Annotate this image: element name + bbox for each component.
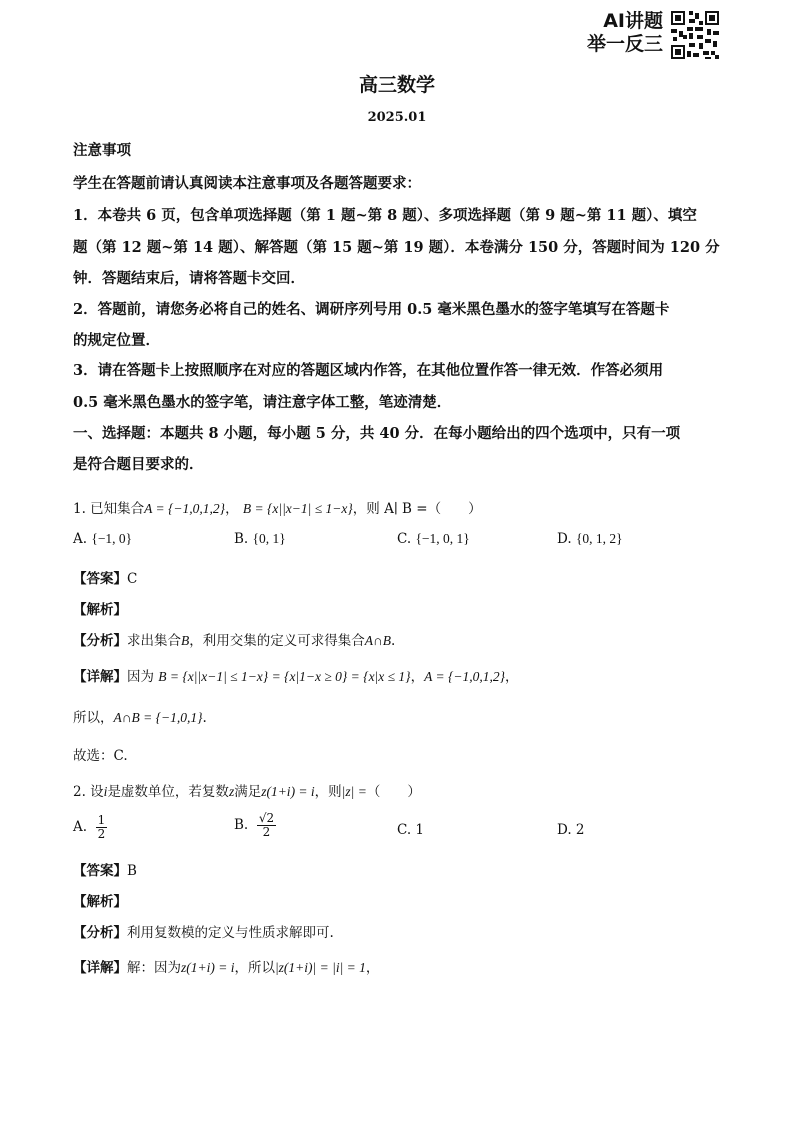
q2-detail-eq-1: z(1+i) = i bbox=[181, 960, 235, 975]
q1-stem bbox=[73, 497, 482, 517]
notice-1-line-3: 钟．答题结束后，请将答题卡交回． bbox=[73, 270, 305, 287]
logo-line-2: 举一反三 bbox=[586, 33, 663, 55]
q2-answer-value: B bbox=[127, 863, 137, 879]
q1-option-c-value: {−1, 0, 1} bbox=[415, 531, 470, 546]
q1-fenxi bbox=[73, 629, 395, 649]
q1-answer-value: C bbox=[127, 571, 138, 587]
q2-option-a bbox=[73, 814, 107, 841]
q2-fenxi-text: 利用复数模的定义与性质求解即可. bbox=[127, 925, 334, 941]
notice-1-line-2: 题（第 12 题~第 14 题）、解答题（第 15 题~第 19 题）．本卷满分 150 分，答题时间为 120 分 bbox=[73, 239, 720, 256]
q2-stem-mid-2: 满足 bbox=[234, 784, 262, 800]
q1-option-a bbox=[73, 531, 132, 547]
q2-stem bbox=[73, 780, 421, 800]
q1-detail-math-2: A = {−1,0,1,2} bbox=[424, 669, 505, 684]
q1-answer bbox=[73, 567, 137, 587]
q1-detail-end: ， bbox=[504, 669, 519, 685]
q1-fenxi-text-2: ，利用交集的定义可求得集合 bbox=[189, 633, 365, 649]
logo-line-1: AI讲题 bbox=[603, 10, 663, 32]
q1-choose: 故选：C. bbox=[73, 748, 128, 764]
q1-option-d bbox=[557, 531, 623, 547]
notice-1-line-1: 1．本卷共 6 页，包含单项选择题（第 1 题~第 8 题）、多项选择题（第 9 题~第 11 题）、填空 bbox=[73, 207, 697, 224]
q1-detail-math: B = {x||x−1| ≤ 1−x} = {x|1−x ≥ 0} = {x|x ≤ 1} bbox=[158, 669, 411, 684]
q2-detail-tag: 【详解】 bbox=[73, 960, 127, 976]
q1-so-end: . bbox=[202, 710, 207, 726]
q2-option-a-num: 1 bbox=[97, 813, 106, 827]
q2-option-a-den: 2 bbox=[97, 827, 106, 841]
q2-option-a-label: A. bbox=[73, 819, 88, 835]
notice-2-line-2: 的规定位置． bbox=[73, 332, 160, 349]
notice-2-line-1: 2．答题前，请您务必将自己的姓名、调研序列号用 0.5 毫米黑色墨水的签字笔填写在答题卡 bbox=[73, 301, 670, 318]
q2-detail-text-1: 解：因为 bbox=[127, 960, 181, 976]
notice-3-line-2: 0.5 毫米黑色墨水的签字笔，请注意字体工整，笔迹清楚． bbox=[73, 394, 452, 411]
q2-stem-mid-3: ，则 bbox=[314, 784, 342, 800]
q1-option-a-value: {−1, 0} bbox=[91, 531, 133, 546]
q1-fenxi-ab: A∩B bbox=[364, 633, 391, 648]
q1-option-a-label: A. bbox=[73, 531, 88, 547]
q2-option-b-label: B. bbox=[234, 817, 249, 833]
q1-analysis-tag: 【解析】 bbox=[73, 602, 127, 618]
q1-fenxi-b: B bbox=[181, 633, 190, 648]
q2-detail-eq-2: |z(1+i)| = |i| = 1 bbox=[274, 960, 366, 975]
q1-option-b bbox=[234, 531, 286, 547]
q1-detail-tag: 【详解】 bbox=[73, 669, 127, 685]
q1-so bbox=[73, 706, 207, 726]
q1-stem-prefix: 1. 已知集合 bbox=[73, 501, 145, 517]
q2-detail-end: ， bbox=[365, 960, 380, 976]
q2-option-b-fraction bbox=[257, 812, 276, 839]
q1-fenxi-tag: 【分析】 bbox=[73, 633, 127, 649]
notice-3-line-1: 3．请在答题卡上按照顺序在对应的答题区域内作答，在其他位置作答一律无效．作答必须用 bbox=[73, 362, 664, 379]
page-title: 高三数学 bbox=[358, 74, 435, 96]
q2-fenxi bbox=[73, 921, 334, 941]
q1-set-a: A = {−1,0,1,2} bbox=[144, 501, 226, 516]
q2-stem-eq: z(1+i) = i bbox=[261, 784, 315, 799]
q1-fenxi-end: . bbox=[391, 633, 396, 649]
q1-answer-tag: 【答案】 bbox=[73, 571, 127, 587]
q2-option-b bbox=[234, 812, 276, 839]
q2-detail bbox=[73, 956, 379, 976]
notice-intro: 学生在答题前请认真阅读本注意事项及各题答题要求： bbox=[73, 175, 421, 192]
q1-option-d-label: D. bbox=[557, 531, 572, 547]
q2-option-b-den: 2 bbox=[262, 825, 271, 839]
q1-option-c bbox=[397, 531, 470, 547]
q1-option-d-value: {0, 1, 2} bbox=[575, 531, 623, 546]
q2-stem-end: （ ） bbox=[366, 784, 421, 800]
q1-detail-text-1: 因为 bbox=[127, 669, 154, 685]
logo-text bbox=[575, 10, 663, 56]
q2-fenxi-tag: 【分析】 bbox=[73, 925, 127, 941]
qr-code-icon bbox=[669, 9, 721, 61]
exam-date: 2025.01 bbox=[367, 110, 427, 125]
q1-detail bbox=[73, 665, 518, 685]
q1-option-c-label: C. bbox=[397, 531, 412, 547]
q1-detail-comma: ， bbox=[410, 669, 425, 685]
q1-option-b-label: B. bbox=[234, 531, 249, 547]
q2-option-b-num: √2 bbox=[258, 811, 275, 825]
q1-option-b-value: {0, 1} bbox=[252, 531, 286, 546]
q2-stem-prefix: 2. 设 bbox=[73, 784, 104, 800]
q1-stem-suffix: ，则 A∣ B =（ ） bbox=[352, 501, 482, 517]
q1-comma: ， bbox=[225, 501, 239, 517]
q1-set-b: B = {x||x−1| ≤ 1−x} bbox=[242, 501, 353, 516]
q2-option-c: C. 1 bbox=[397, 822, 425, 838]
q2-option-a-fraction bbox=[96, 814, 108, 841]
notice-heading: 注意事项 bbox=[73, 142, 131, 159]
q2-analysis-tag: 【解析】 bbox=[73, 894, 127, 910]
section-1-line-1: 一、选择题：本题共 8 小题，每小题 5 分，共 40 分．在每小题给出的四个选项中，只有一项 bbox=[73, 425, 681, 442]
q2-stem-z: z bbox=[228, 784, 235, 799]
q2-stem-abs: |z| = bbox=[341, 784, 367, 799]
q1-fenxi-text-1: 求出集合 bbox=[127, 633, 181, 649]
q1-so-text: 所以， bbox=[73, 710, 114, 726]
q2-stem-mid-1: 是虚数单位，若复数 bbox=[107, 784, 229, 800]
q2-answer-tag: 【答案】 bbox=[73, 863, 127, 879]
q2-stem-i: i bbox=[103, 784, 108, 799]
q1-so-math: A∩B = {−1,0,1} bbox=[113, 710, 203, 725]
q2-option-d: D. 2 bbox=[557, 822, 585, 838]
q2-detail-text-2: ，所以 bbox=[234, 960, 275, 976]
section-1-line-2: 是符合题目要求的． bbox=[73, 456, 204, 473]
q2-answer bbox=[73, 859, 137, 879]
